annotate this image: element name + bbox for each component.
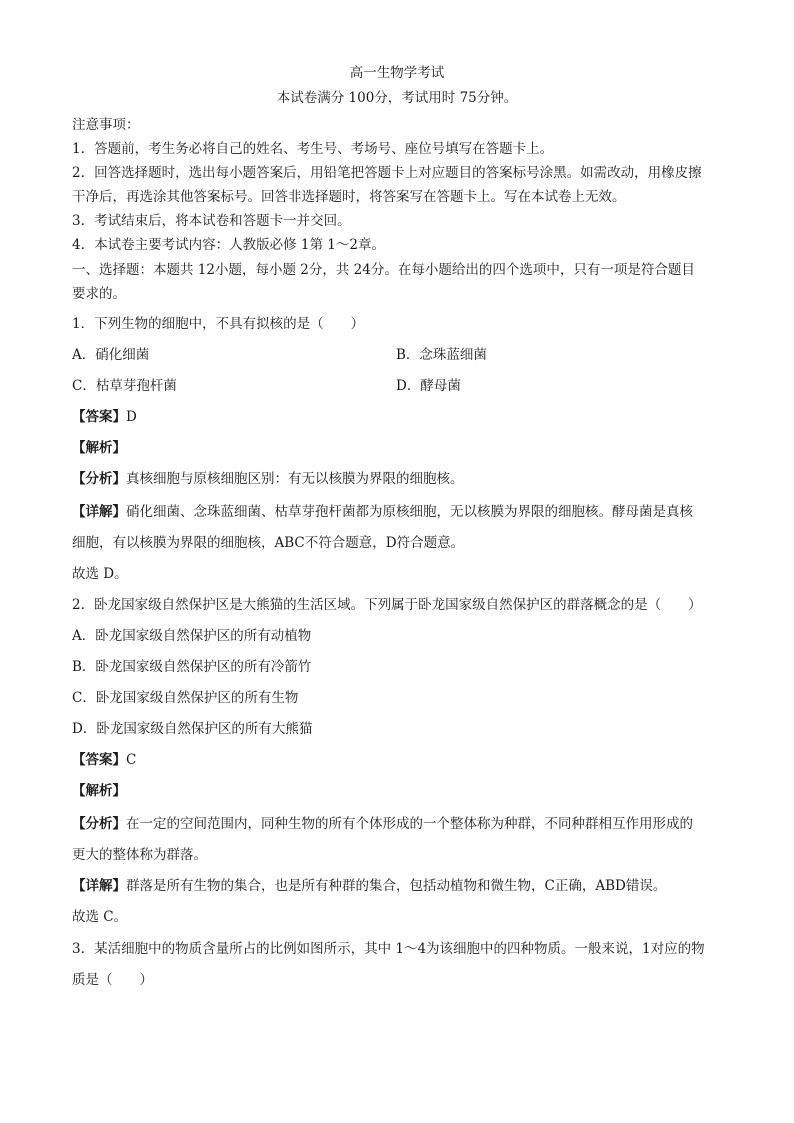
q1-option-c: C．枯草芽孢杆菌 xyxy=(72,378,177,394)
notice-item-2-cont: 干净后，再选涂其他答案标号。回答非选择题时，将答案写在答题卡上。写在本试卷上无效。 xyxy=(72,189,626,205)
notice-item-2: 2．回答选择题时，选出每小题答案后，用铅笔把答题卡上对应题目的答案标号涂黑。如需改动，用橡皮擦 xyxy=(72,165,702,181)
q2-detail-line: 【详解】群落是所有生物的集合，也是所有种群的集合，包括动植物和微生物，C正确，ABD错误。 xyxy=(72,878,667,894)
xiangjie-tag: 【详解】 xyxy=(72,504,126,520)
q2-answer-line: 【答案】C xyxy=(72,752,137,768)
section-heading-cont: 要求的。 xyxy=(72,286,126,302)
q1-stem: 1．下列生物的细胞中，不具有拟核的是（ ） xyxy=(72,316,365,332)
notice-item-3: 3．考试结束后，将本试卷和答题卡一并交回。 xyxy=(72,213,351,229)
notice-item-1: 1．答题前，考生务必将自己的姓名、考生号、考场号、座位号填写在答题卡上。 xyxy=(72,141,554,157)
q1-detail-line xyxy=(72,503,693,521)
q1-detail: 硝化细菌、念珠蓝细菌、枯草芽孢杆菌都为原核细胞，无以核膜为界限的细胞核。酵母菌是真核 xyxy=(126,504,693,520)
answer-tag: 【答案】 xyxy=(72,409,126,425)
q2-option-d: D．卧龙国家级自然保护区的所有大熊猫 xyxy=(72,721,313,737)
q3-stem: 3．某活细胞中的物质含量所占的比例如图所示，其中 1～4为该细胞中的四种物质。一般来说，1对应的物 xyxy=(72,941,705,957)
notice-item-4: 4．本试卷主要考试内容：人教版必修 1第 1～2章。 xyxy=(72,237,385,253)
q2-answer: C xyxy=(126,752,137,768)
exam-title: 高一生物学考试 xyxy=(349,65,445,81)
q1-analysis-tag: 【解析】 xyxy=(72,440,126,456)
q1-answer: D xyxy=(126,409,137,425)
q1-fenxi-line xyxy=(72,470,464,488)
q1-answer-line xyxy=(72,408,137,426)
q2-option-a: A．卧龙国家级自然保护区的所有动植物 xyxy=(72,628,312,644)
q1-option-b: B．念珠蓝细菌 xyxy=(396,347,487,363)
q2-option-b: B．卧龙国家级自然保护区的所有冷箭竹 xyxy=(72,659,312,675)
q1-option-d: D．酵母菌 xyxy=(396,378,461,394)
fenxi-tag: 【分析】 xyxy=(72,471,126,487)
notice-heading: 注意事项： xyxy=(72,117,140,133)
q2-fenxi-cont: 更大的整体称为群落。 xyxy=(72,847,207,863)
exam-subtitle: 本试卷满分 100分，考试用时 75分钟。 xyxy=(276,90,518,106)
q1-detail-cont: 细胞，有以核膜为界限的细胞核，ABC不符合题意，D符合题意。 xyxy=(72,535,465,551)
q2-fenxi-line: 【分析】在一定的空间范围内，同种生物的所有个体形成的一个整体称为种群，不同种群相互作用形成的 xyxy=(72,816,693,832)
q1-fenxi: 真核细胞与原核细胞区别：有无以核膜为界限的细胞核。 xyxy=(126,471,464,487)
q2-stem: 2．卧龙国家级自然保护区是大熊猫的生活区域。下列属于卧龙国家级自然保护区的群落概念的是（ ） xyxy=(72,597,702,613)
q2-detail: 群落是所有生物的集合，也是所有种群的集合，包括动植物和微生物，C正确，ABD错误。 xyxy=(126,878,667,894)
q2-fenxi: 在一定的空间范围内，同种生物的所有个体形成的一个整体称为种群，不同种群相互作用形成的 xyxy=(126,816,693,832)
q1-conclusion: 故选 D。 xyxy=(72,566,128,582)
q3-stem-cont: 质是（ ） xyxy=(72,972,153,988)
q2-analysis-tag: 【解析】 xyxy=(72,783,126,799)
q1-option-a: A．硝化细菌 xyxy=(72,347,150,363)
section-heading: 一、选择题：本题共 12小题，每小题 2分，共 24分。在每小题给出的四个选项中，只有一项是符合题目 xyxy=(72,262,695,278)
q2-conclusion: 故选 C。 xyxy=(72,909,128,925)
q2-option-c: C．卧龙国家级自然保护区的所有生物 xyxy=(72,690,299,706)
